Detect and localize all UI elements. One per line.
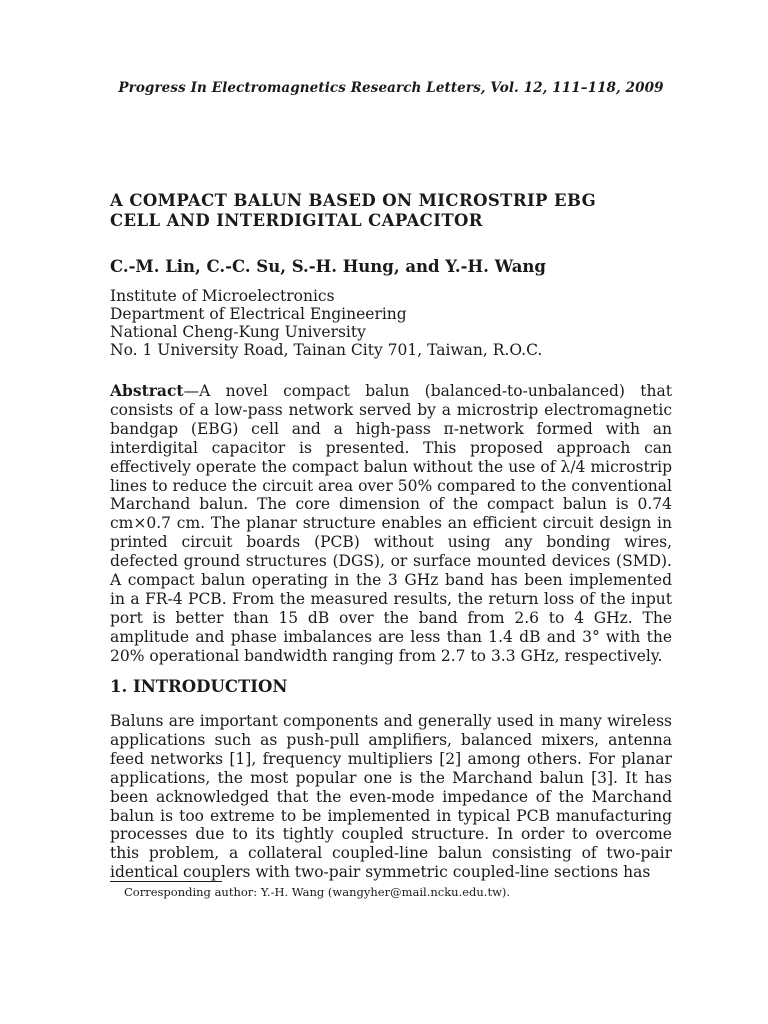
title-line-1: A COMPACT BALUN BASED ON MICROSTRIP EBG (110, 191, 597, 210)
abstract-text: —A novel compact balun (balanced-to-unbalanced) that consists of a low-pass network served by a microstrip electromagnetic bandgap (EBG) cell and a high-pass π-network formed with an interdigital capacitor is presented. This proposed approach can effectively operate the compact balun without the use of λ/4 microstrip lines to reduce the circuit area over 50% compared to the conventional Marchand balun. The core dimension of the compact balun is 0.74 cm×0.7 cm. The planar structure enables an efficient circuit design in printed circuit boards (PCB) without using any bonding wires, defected ground structures (DGS), or surface mounted devices (SMD). A compact balun operating in the 3 GHz band has been implemented in a FR-4 PCB. From the measured results, the return loss of the input port is better than 15 dB over the band from 2.6 to 4 GHz. The amplitude and phase imbalances are less than 1.4 dB and 3° with the 20% operational bandwidth ranging from 2.7 to 3.3 GHz, respectively. (110, 382, 672, 665)
affiliation-line: No. 1 University Road, Tainan City 701, Taiwan, R.O.C. (110, 341, 543, 359)
affiliation-line: National Cheng-Kung University (110, 323, 366, 341)
author-list: C.-M. Lin, C.-C. Su, S.-H. Hung, and Y.-H. Wang (110, 257, 546, 276)
journal-citation: Progress In Electromagnetics Research Letters, Vol. 12, 111–118, 2009 (118, 80, 664, 96)
footnote-corresponding-author: Corresponding author: Y.-H. Wang (wangyher@mail.ncku.edu.tw). (124, 885, 511, 899)
affiliation-block (110, 287, 542, 359)
introduction-paragraph: Baluns are important components and generally used in many wireless applications such as push-pull amplifiers, balanced mixers, antenna feed networks [1], frequency multipliers [2] among others. For planar applications, the most popular one is the Marchand balun [3]. It has been acknowledged that the even-mode impedance of the Marchand balun is too extreme to be implemented in typical PCB manufacturing processes due to its tightly coupled structure. In order to overcome this problem, a collateral coupled-line balun consisting of two-pair identical couplers with two-pair symmetric coupled-line sections has (110, 712, 672, 882)
affiliation-line: Department of Electrical Engineering (110, 305, 407, 323)
section-heading-introduction: 1. INTRODUCTION (110, 677, 288, 696)
footnote-divider (110, 881, 222, 882)
paper-title (110, 191, 672, 231)
abstract-paragraph (110, 382, 672, 666)
abstract-label: Abstract (110, 381, 184, 400)
title-line-2: CELL AND INTERDIGITAL CAPACITOR (110, 211, 483, 230)
affiliation-line: Institute of Microelectronics (110, 287, 335, 305)
